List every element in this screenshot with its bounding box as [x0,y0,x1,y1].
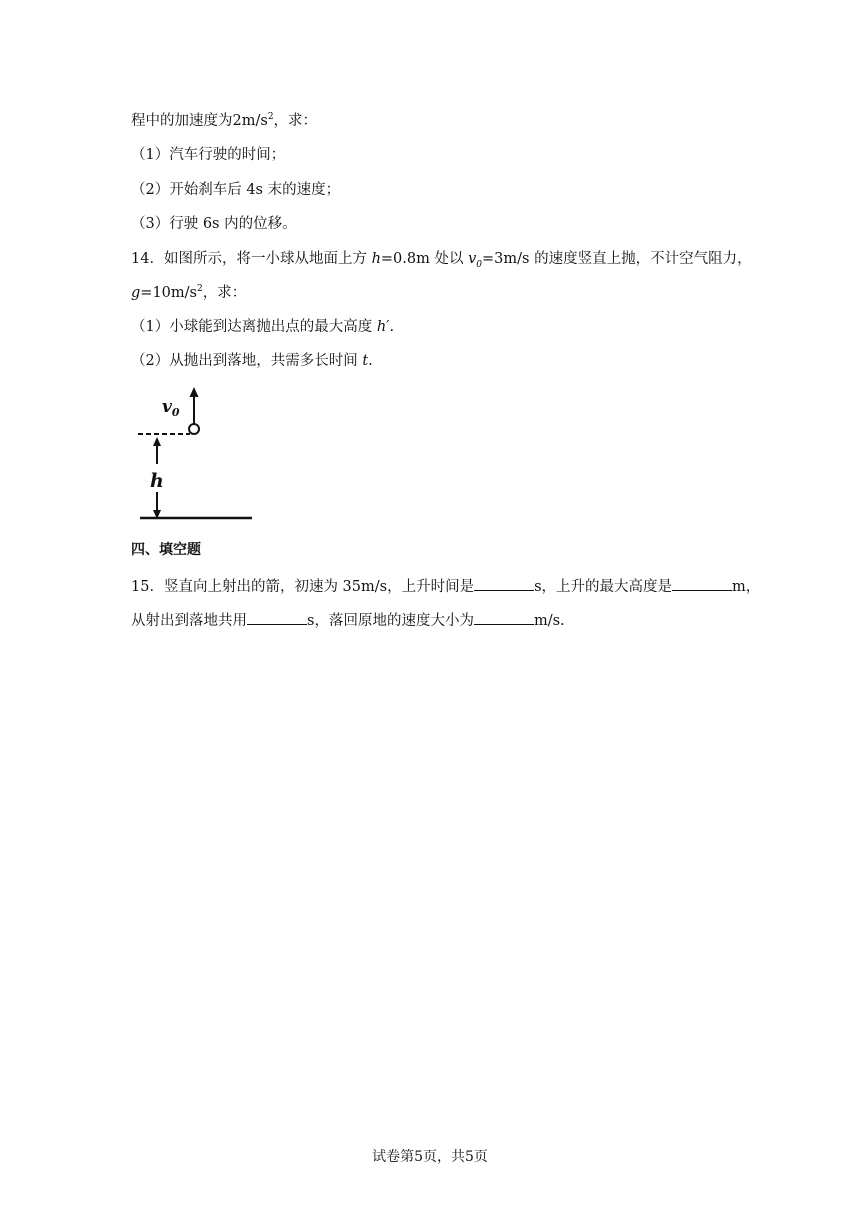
page-footer: 试卷第5页，共5页 [372,1149,488,1165]
q14-item1-text: （1）小球能到达离抛出点的最大高度 [131,319,377,335]
q14-item2-text: （2）从抛出到落地，共需多长时间 [131,353,363,369]
q14-item-1 [131,317,394,337]
q14-g-sup: 2 [196,284,203,295]
q14-g-var: g [131,285,141,301]
q14-p3: =3m/s 的速度竖直上抛，不计空气阻力， [482,251,752,267]
v0-label: $v_0$ [162,397,180,419]
q14-v-sub: 0 [476,259,483,270]
q15-text-e: s，落回原地的速度大小为 [307,613,474,629]
q14-item1-end: . [389,319,395,335]
answer-blank-4[interactable] [474,610,534,625]
q14-v-var: v [468,251,477,267]
q14-item2-var: t [362,353,369,369]
h-label: h [150,470,164,492]
q13-cont-sup: 2 [267,112,274,123]
projectile-figure [130,380,260,525]
ball-icon [189,424,199,434]
q15-text-b: s，上升的最大高度是 [534,579,673,595]
q13-cont-text: 程中的加速度为2m/s [131,113,268,129]
q14-item1-var: h′ [376,319,390,335]
section-4-heading: 四、填空题 [131,542,201,558]
q13-cont-end: ，求： [273,113,318,129]
q15-line2 [131,610,565,631]
q13-continuation [131,111,317,131]
q14-item2-end: . [368,353,373,369]
q15-text-d: 从射出到落地共用 [131,613,247,629]
q14-item-2 [131,351,373,371]
q13-item-2: （2）开始刹车后 4s 末的速度； [131,182,341,198]
q14-g-text: =10m/s [140,285,197,301]
q15-text-c: m， [732,579,761,595]
answer-blank-3[interactable] [247,610,307,625]
q15-text-f: m/s. [533,613,565,629]
q14-h-var: h [371,251,381,267]
h-arrow-up-head [153,437,161,446]
q14-stem-line2 [131,283,246,303]
q15-text-a: 15．竖直向上射出的箭，初速为 35m/s，上升时间是 [131,579,475,595]
v0-arrow-head [190,387,199,397]
q14-stem-line1 [131,249,752,269]
q14-g-end: ，求： [202,285,247,301]
answer-blank-1[interactable] [474,576,534,591]
q13-item-3: （3）行驶 6s 内的位移。 [131,216,297,232]
q15-line1 [131,576,760,597]
answer-blank-2[interactable] [672,576,732,591]
q14-p1: 14．如图所示，将一小球从地面上方 [131,251,372,267]
q14-p2: =0.8m 处以 [380,251,469,267]
q13-item-1: （1）汽车行驶的时间； [131,147,286,163]
